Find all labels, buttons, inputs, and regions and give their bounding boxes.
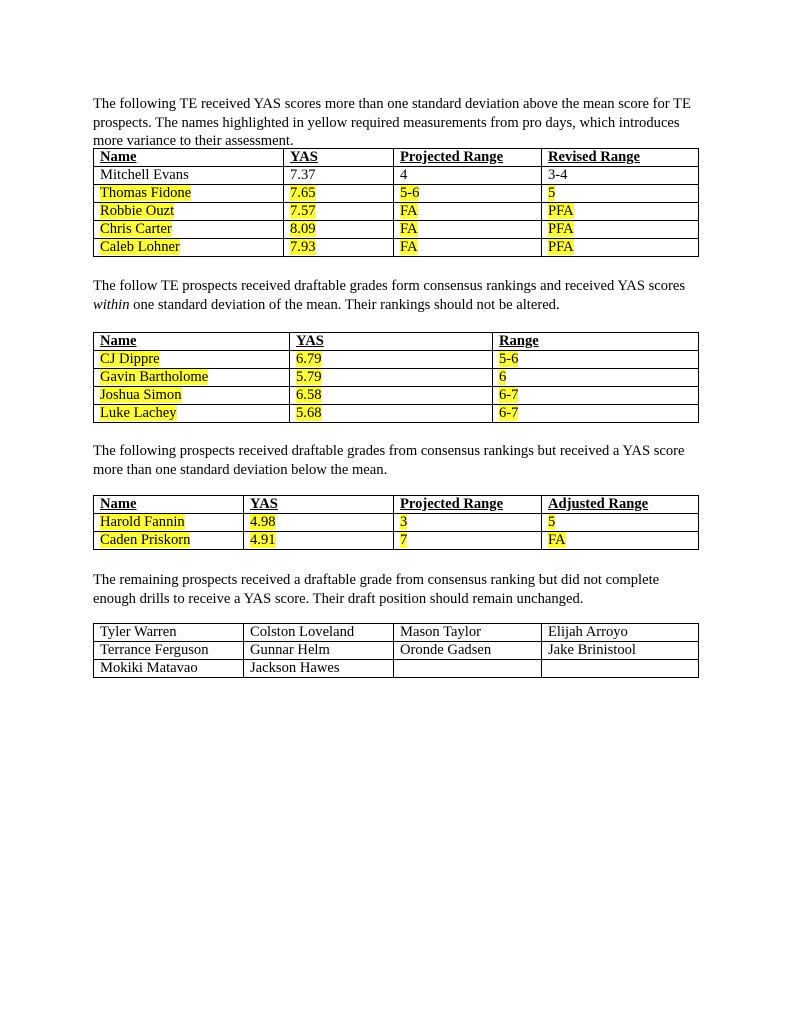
- table-row: [94, 642, 699, 660]
- header-name: Name: [94, 496, 244, 514]
- table-cell: [94, 203, 284, 221]
- cell-text: 5.79: [296, 369, 322, 385]
- above-mean-table: [93, 148, 699, 257]
- header-name: Name: [94, 149, 284, 167]
- cell-text: 5: [548, 514, 556, 530]
- table-row: [94, 405, 699, 423]
- table-cell: [244, 624, 394, 642]
- table-cell: [493, 369, 699, 387]
- table-cell: [542, 514, 699, 532]
- table-row: [94, 185, 699, 203]
- cell-text: Oronde Gadsen: [400, 642, 492, 658]
- table-cell: [94, 642, 244, 660]
- table-cell: [284, 221, 394, 239]
- cell-text: 6.58: [296, 387, 322, 403]
- cell-text: Gavin Bartholome: [100, 369, 209, 385]
- cell-text: CJ Dippre: [100, 351, 160, 367]
- table-cell: [542, 642, 699, 660]
- table-cell: [542, 203, 699, 221]
- cell-text: 7.93: [290, 239, 316, 255]
- cell-text: 5.68: [296, 405, 322, 421]
- cell-text: 3: [400, 514, 408, 530]
- header-yas: YAS: [290, 333, 493, 351]
- table-cell: [394, 203, 542, 221]
- table-row: [94, 221, 699, 239]
- header-projected-range: Projected Range: [394, 496, 542, 514]
- table-cell: [394, 514, 542, 532]
- table-cell: [394, 167, 542, 185]
- cell-text: Jake Brinistool: [548, 642, 636, 658]
- header-yas: YAS: [284, 149, 394, 167]
- table-cell: [542, 532, 699, 550]
- table-cell: [542, 167, 699, 185]
- section3-intro: The following prospects received draftable grades from consensus rankings but received a YAS score more than one standard deviation below the mean.: [93, 443, 685, 478]
- table-cell: [94, 514, 244, 532]
- section4-intro: The remaining prospects received a draftable grade from consensus ranking but did not complete enough drills to receive a YAS score. Their draft position should remain unchanged.: [93, 572, 660, 607]
- cell-text: 6: [499, 369, 507, 385]
- cell-text: FA: [548, 532, 566, 548]
- table-cell: [94, 351, 290, 369]
- table-row: [94, 167, 699, 185]
- table-row: [94, 660, 699, 678]
- table-cell: [542, 221, 699, 239]
- header-range: Range: [493, 333, 699, 351]
- cell-text: Caleb Lohner: [100, 239, 180, 255]
- cell-text: Chris Carter: [100, 221, 172, 237]
- table-cell: [94, 660, 244, 678]
- cell-text: Mason Taylor: [400, 624, 481, 640]
- cell-text: 7: [400, 532, 408, 548]
- header-name: Name: [94, 333, 290, 351]
- table-cell: [244, 532, 394, 550]
- table-cell: [94, 405, 290, 423]
- table-row: [94, 387, 699, 405]
- no-yas-table: [93, 623, 699, 678]
- cell-text: PFA: [548, 239, 574, 255]
- table-cell: [290, 351, 493, 369]
- cell-text: 4.98: [250, 514, 276, 530]
- cell-text: Robbie Ouzt: [100, 203, 175, 219]
- table-cell: [284, 167, 394, 185]
- table-cell: [94, 239, 284, 257]
- cell-text: Terrance Ferguson: [100, 642, 209, 658]
- table-cell: [394, 660, 542, 678]
- table-cell: [284, 239, 394, 257]
- table-cell: [394, 239, 542, 257]
- table-cell: [394, 624, 542, 642]
- table-row: [94, 351, 699, 369]
- table-cell: [94, 369, 290, 387]
- table-cell: [244, 660, 394, 678]
- header-revised-range: Revised Range: [542, 149, 699, 167]
- cell-text: Elijah Arroyo: [548, 624, 628, 640]
- cell-text: FA: [400, 203, 418, 219]
- table-row: [94, 239, 699, 257]
- header-adjusted-range: Adjusted Range: [542, 496, 699, 514]
- cell-text: Joshua Simon: [100, 387, 182, 403]
- table-cell: [94, 167, 284, 185]
- cell-text: 4: [400, 167, 408, 183]
- cell-text: FA: [400, 221, 418, 237]
- cell-text: PFA: [548, 203, 574, 219]
- cell-text: 7.57: [290, 203, 316, 219]
- cell-text: 5-6: [499, 351, 519, 367]
- cell-text: Luke Lachey: [100, 405, 177, 421]
- table-cell: [394, 532, 542, 550]
- cell-text: Colston Loveland: [250, 624, 355, 640]
- table-cell: [244, 642, 394, 660]
- cell-text: PFA: [548, 221, 574, 237]
- cell-text: Gunnar Helm: [250, 642, 330, 658]
- cell-text: 8.09: [290, 221, 316, 237]
- cell-text: Thomas Fidone: [100, 185, 192, 201]
- cell-text: 6-7: [499, 405, 519, 421]
- table-cell: [284, 203, 394, 221]
- within-mean-table: [93, 332, 699, 423]
- table-header-row: [94, 496, 699, 514]
- cell-text: Jackson Hawes: [250, 660, 340, 676]
- table-row: [94, 369, 699, 387]
- table-cell: [94, 624, 244, 642]
- table-row: [94, 624, 699, 642]
- cell-text: 7.65: [290, 185, 316, 201]
- cell-text: 5: [548, 185, 556, 201]
- cell-text: 4.91: [250, 532, 276, 548]
- table-header-row: [94, 149, 699, 167]
- table-cell: [94, 387, 290, 405]
- cell-text: 3-4: [548, 167, 568, 183]
- table-cell: [542, 239, 699, 257]
- table-row: [94, 532, 699, 550]
- table-cell: [94, 532, 244, 550]
- cell-text: FA: [400, 239, 418, 255]
- table-cell: [394, 185, 542, 203]
- table-cell: [290, 387, 493, 405]
- table-cell: [290, 405, 493, 423]
- cell-text: Tyler Warren: [100, 624, 177, 640]
- section2-intro: The follow TE prospects received draftable grades form consensus rankings and received YAS scores within one standard deviation of the mean. Their rankings should not be altered.: [93, 278, 686, 313]
- table-row: [94, 203, 699, 221]
- header-projected-range: Projected Range: [394, 149, 542, 167]
- table-header-row: [94, 333, 699, 351]
- table-cell: [94, 185, 284, 203]
- section1-intro: The following TE received YAS scores more than one standard deviation above the mean score for TE prospects. The names highlighted in yellow required measurements from pro days, which introduces more variance to their assessment.: [93, 96, 691, 149]
- below-mean-table: [93, 495, 699, 550]
- cell-text: 5-6: [400, 185, 420, 201]
- table-row: [94, 514, 699, 532]
- table-cell: [244, 514, 394, 532]
- table-cell: [542, 185, 699, 203]
- cell-text: 6.79: [296, 351, 322, 367]
- table-cell: [94, 221, 284, 239]
- cell-text: Caden Priskorn: [100, 532, 191, 548]
- cell-text: 6-7: [499, 387, 519, 403]
- table-cell: [284, 185, 394, 203]
- table-cell: [394, 221, 542, 239]
- header-yas: YAS: [244, 496, 394, 514]
- table-cell: [542, 624, 699, 642]
- emphasis-within: within: [93, 296, 130, 313]
- cell-text: Mitchell Evans: [100, 167, 189, 183]
- table-cell: [493, 387, 699, 405]
- table-cell: [493, 351, 699, 369]
- cell-text: Harold Fannin: [100, 514, 185, 530]
- cell-text: Mokiki Matavao: [100, 660, 198, 676]
- cell-text: 7.37: [290, 167, 316, 183]
- table-cell: [290, 369, 493, 387]
- table-cell: [493, 405, 699, 423]
- table-cell: [394, 642, 542, 660]
- table-cell: [542, 660, 699, 678]
